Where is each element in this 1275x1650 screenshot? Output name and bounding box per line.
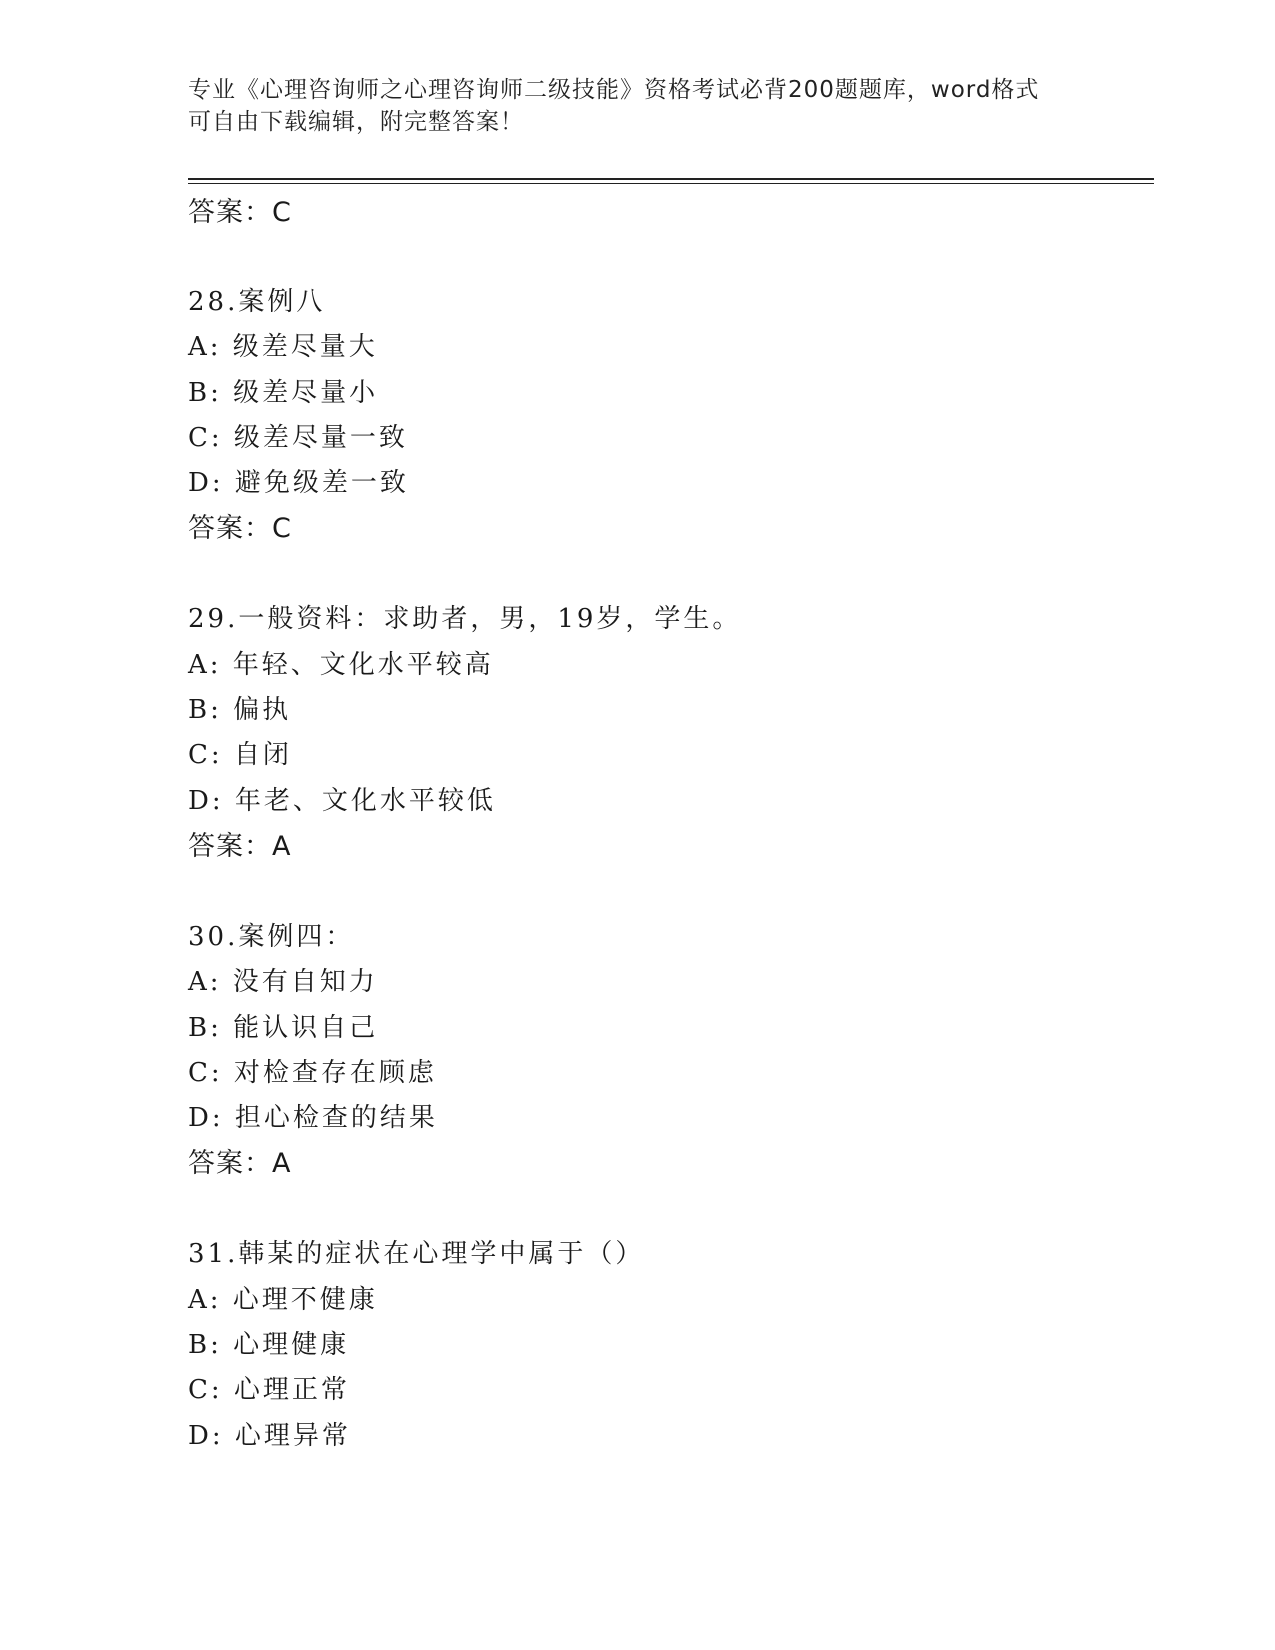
header-rule-thick: [188, 178, 1154, 180]
option-c: C: 对检查存在顾虑: [188, 1057, 437, 1088]
question-block: [188, 915, 1148, 1187]
question-title: 30.案例四：: [188, 921, 355, 952]
option-a: A: 级差尽量大: [188, 332, 378, 363]
option-d: D: 心理异常: [188, 1420, 351, 1451]
option-d: D: 年老、文化水平较低: [188, 785, 496, 816]
question-title: 31.韩某的症状在心理学中属于（）: [188, 1239, 645, 1270]
question-block: [188, 597, 1148, 869]
option-c: C: 自闭: [188, 740, 292, 771]
answer-line: 答案：A: [188, 830, 292, 862]
answer-line: 答案：C: [188, 197, 292, 228]
question-title: 29.一般资料：求助者，男，19岁，学生。: [188, 604, 742, 635]
header-line-1: 专业《心理咨询师之心理咨询师二级技能》资格考试必背200题题库，word格式: [188, 77, 1040, 103]
question-list: [188, 190, 1148, 1459]
document-header: [188, 74, 1068, 138]
answer-line: 答案：A: [188, 1148, 292, 1180]
option-a: A: 没有自知力: [188, 967, 378, 998]
answer-line: 答案：C: [188, 513, 292, 545]
question-block: [188, 1232, 1148, 1458]
spacer: [188, 1187, 1148, 1232]
option-a: A: 心理不健康: [188, 1284, 378, 1315]
option-d: D: 担心检查的结果: [188, 1103, 438, 1134]
question-title: 28.案例八: [188, 287, 326, 317]
option-a: A: 年轻、文化水平较高: [188, 649, 494, 680]
question-block: [188, 280, 1148, 552]
spacer: [188, 236, 1148, 280]
header-rule-thin: [188, 183, 1154, 184]
option-b: B: 心理健康: [188, 1330, 350, 1361]
option-b: B: 偏执: [188, 695, 292, 726]
option-c: C: 级差尽量一致: [188, 422, 408, 453]
header-line-2: 可自由下载编辑，附完整答案！: [188, 109, 524, 135]
option-c: C: 心理正常: [188, 1375, 350, 1406]
option-d: D: 避免级差一致: [188, 468, 409, 499]
option-b: B: 级差尽量小: [188, 377, 379, 408]
spacer: [188, 870, 1148, 915]
option-b: B: 能认识自己: [188, 1012, 379, 1043]
spacer: [188, 552, 1148, 597]
